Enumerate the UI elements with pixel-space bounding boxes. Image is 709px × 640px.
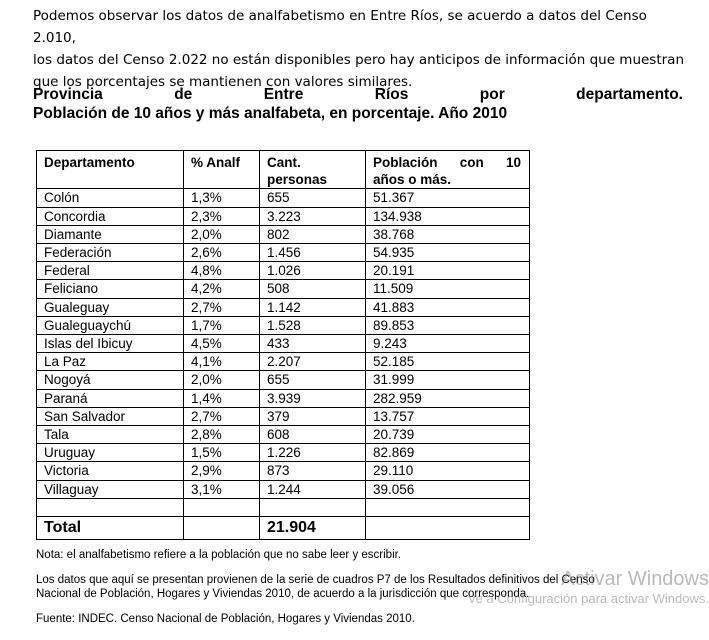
cell-cant: 1.528 [260,316,366,334]
cell-analf: 4,8% [184,262,260,280]
table-row [37,444,530,462]
cell-cant: 508 [260,280,366,298]
cell-departamento: Uruguay [37,444,184,462]
title-word: por [479,86,505,103]
cell-analf: 1,4% [184,389,260,407]
cell-cant: 655 [260,189,366,207]
cell-departamento: Victoria [37,462,184,480]
title-word: Provincia [33,86,103,103]
table-row [37,262,530,280]
table-total-row [37,516,530,539]
cell-analf: 2,0% [184,371,260,389]
table-row [37,207,530,225]
cell-departamento: La Paz [37,353,184,371]
cell-poblacion: 31.999 [366,371,530,389]
note-line: Los datos que aquí se presentan provienen de la serie de cuadros P7 de los Resultados definitivos del Censo [36,574,595,586]
header-analf: % Analf [184,151,260,189]
header-cant-line1: Cant. [267,155,301,170]
cell-cant: 1.226 [260,444,366,462]
watermark-line-1: Activar Windows [561,568,709,590]
total-value: 21.904 [260,516,366,539]
table-body [37,189,530,498]
table-row [37,225,530,243]
cell-departamento: Islas del Ibicuy [37,335,184,353]
title-word: Ríos [374,86,409,103]
cell-cant: 433 [260,335,366,353]
cell-poblacion: 51.367 [366,189,530,207]
cell-departamento: Tala [37,426,184,444]
source-note: Fuente: INDEC. Censo Nacional de Población, Hogares y Viviendas 2010. [36,613,415,625]
header-cant [260,151,366,189]
watermark-line-2: Ve a Configuración para activar Windows. [467,591,709,606]
table-row [37,480,530,498]
cell-poblacion: 52.185 [366,353,530,371]
cell-departamento: Gualeguay [37,298,184,316]
table-row [37,389,530,407]
cell-cant: 2.207 [260,353,366,371]
title-line-1 [33,85,683,104]
cell-poblacion: 39.056 [366,480,530,498]
cell-cant: 379 [260,407,366,425]
cell-poblacion: 41.883 [366,298,530,316]
header-poblacion-word: 10 [505,155,521,170]
cell-cant: 608 [260,426,366,444]
cell-poblacion: 54.935 [366,244,530,262]
cell-cant: 1.456 [260,244,366,262]
note-line: Nacional de Población, Hogares y Viviendas 2010, de acuerdo a la jurisdicción que corresponda. [36,588,530,600]
header-cant-line2: personas [267,172,328,188]
cell-departamento: Federación [37,244,184,262]
table-spacer-row [37,498,530,516]
table-row [37,244,530,262]
intro-line: que los porcentajes se mantienen con valores similares. [33,74,413,90]
cell-cant: 1.142 [260,298,366,316]
illiteracy-table [36,150,530,540]
cell-cant: 1.244 [260,480,366,498]
cell-analf: 2,7% [184,407,260,425]
cell-departamento: Feliciano [37,280,184,298]
table-row [37,407,530,425]
table-row [37,335,530,353]
table-header-row [37,151,530,189]
total-empty-cell [184,516,260,539]
header-poblacion [366,151,530,189]
cell-departamento: Federal [37,262,184,280]
cell-cant: 1.026 [260,262,366,280]
cell-poblacion: 82.869 [366,444,530,462]
header-departamento: Departamento [37,151,184,189]
cell-poblacion: 13.757 [366,407,530,425]
table-row [37,316,530,334]
note-source-description [36,573,646,601]
cell-poblacion: 9.243 [366,335,530,353]
table-row [37,298,530,316]
title-word: de [174,86,193,103]
cell-poblacion: 89.853 [366,316,530,334]
cell-analf: 1,5% [184,444,260,462]
cell-analf: 2,8% [184,426,260,444]
cell-departamento: Villaguay [37,480,184,498]
cell-departamento: San Salvador [37,407,184,425]
cell-analf: 4,1% [184,353,260,371]
total-empty-cell [366,516,530,539]
cell-poblacion: 20.191 [366,262,530,280]
title-word: Entre [263,86,304,103]
cell-poblacion: 38.768 [366,225,530,243]
cell-departamento: Colón [37,189,184,207]
title-word: departamento. [576,86,683,103]
intro-line: Podemos observar los datos de analfabetismo en Entre Ríos, se acuerdo a datos del Censo 2.010, [33,8,647,46]
cell-analf: 2,9% [184,462,260,480]
intro-line: los datos del Censo 2.022 no están disponibles pero hay anticipos de información que muestran [33,52,685,68]
header-poblacion-word: con [459,155,484,170]
table-row [37,280,530,298]
cell-cant: 802 [260,225,366,243]
title-line-2: Población de 10 años y más analfabeta, en porcentaje. Año 2010 [33,105,508,122]
cell-departamento: Nogoyá [37,371,184,389]
cell-poblacion: 282.959 [366,389,530,407]
header-poblacion-word: Población [373,155,438,170]
table-row [37,189,530,207]
cell-departamento: Paraná [37,389,184,407]
cell-analf: 2,3% [184,207,260,225]
cell-analf: 2,7% [184,298,260,316]
cell-poblacion: 11.509 [366,280,530,298]
cell-analf: 2,6% [184,244,260,262]
cell-cant: 655 [260,371,366,389]
cell-analf: 2,0% [184,225,260,243]
header-poblacion-line1 [373,154,529,171]
cell-departamento: Concordia [37,207,184,225]
cell-analf: 3,1% [184,480,260,498]
cell-poblacion: 20.739 [366,426,530,444]
cell-analf: 4,2% [184,280,260,298]
cell-poblacion: 29.110 [366,462,530,480]
cell-analf: 1,7% [184,316,260,334]
total-label: Total [37,516,184,539]
note-definition: Nota: el analfabetismo refiere a la población que no sabe leer y escribir. [36,549,402,561]
cell-cant: 3.223 [260,207,366,225]
table-row [37,462,530,480]
cell-poblacion: 134.938 [366,207,530,225]
table-row [37,353,530,371]
table-row [37,426,530,444]
cell-analf: 1,3% [184,189,260,207]
cell-cant: 873 [260,462,366,480]
cell-departamento: Gualeguaychú [37,316,184,334]
intro-paragraph [33,5,688,93]
cell-analf: 4,5% [184,335,260,353]
cell-departamento: Diamante [37,225,184,243]
header-poblacion-line2: años o más. [373,172,452,188]
cell-cant: 3.939 [260,389,366,407]
table-row [37,371,530,389]
table-title [33,85,683,123]
